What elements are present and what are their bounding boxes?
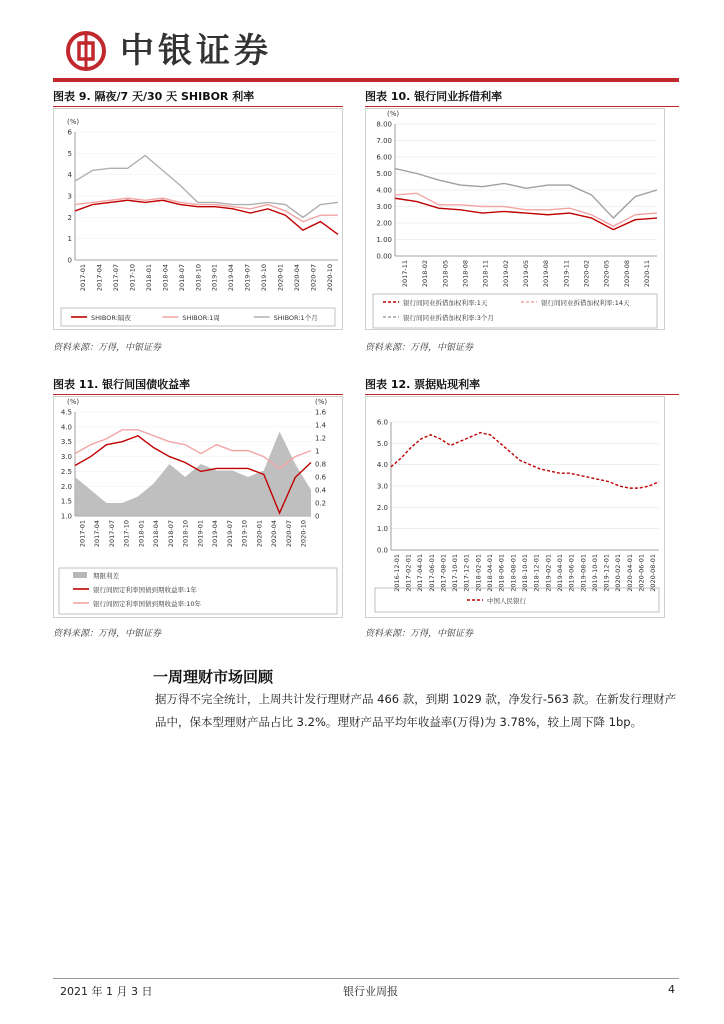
legend-label-0: SHIBOR:隔夜 xyxy=(91,314,131,322)
y-tick-label: 1.5 xyxy=(60,497,72,506)
y-tick-label: 3.5 xyxy=(60,438,72,447)
y-tick-label: 4.0 xyxy=(376,461,388,470)
y-tick-label: 4.00 xyxy=(376,186,392,195)
figure-10-title: 图表 10. 银行同业拆借利率 xyxy=(365,90,503,103)
x-tick-label: 2019-11 xyxy=(562,260,571,288)
figure-12-chart xyxy=(365,396,665,618)
chart-frame xyxy=(366,109,665,330)
body-line-2: 品中，保本型理财产品占比 3.2%。理财产品平均年收益率(万得)为 3.78%，较上周下降 1bp。 xyxy=(155,715,643,729)
x-tick-label: 2018-10 xyxy=(181,520,190,548)
x-tick-label: 2018-02 xyxy=(421,260,430,288)
x-tick-label: 2017-10-01 xyxy=(451,554,460,592)
brand-name: 中银证券 xyxy=(120,31,272,71)
x-tick-label: 2018-07 xyxy=(177,264,186,292)
y-tick-label: 0.0 xyxy=(376,546,388,555)
x-tick-label: 2020-02-01 xyxy=(614,554,623,592)
x-tick-label: 2019-01 xyxy=(210,264,219,292)
x-tick-label: 2018-02-01 xyxy=(474,554,483,592)
y2-tick-label: 0 xyxy=(315,512,320,521)
figure-12-source: 资料来源：万得，中银证券 xyxy=(365,629,474,639)
x-tick-label: 2020-04-01 xyxy=(625,554,634,592)
x-tick-label: 2017-11 xyxy=(401,260,410,288)
figure-9-chart xyxy=(53,108,343,330)
figure-11-rule xyxy=(53,394,343,395)
x-tick-label: 2019-10 xyxy=(260,264,269,292)
y-tick-label: 1.0 xyxy=(376,525,388,534)
x-tick-label: 2019-10-01 xyxy=(590,554,599,592)
y2-tick-label: 1.6 xyxy=(315,408,327,417)
x-tick-label: 2020-11 xyxy=(642,260,651,288)
x-tick-label: 2019-12-01 xyxy=(602,554,611,592)
y2-tick-label: 0.4 xyxy=(315,486,327,495)
x-tick-label: 2017-04 xyxy=(93,520,102,548)
y-tick-label: 1.00 xyxy=(376,236,392,244)
x-tick-label: 2018-04-01 xyxy=(486,554,495,592)
y-tick-label: 7.00 xyxy=(376,137,392,145)
y-tick-label: 4.5 xyxy=(60,408,72,417)
x-tick-label: 2019-04-01 xyxy=(555,554,564,592)
x-tick-label: 2019-07 xyxy=(225,520,234,548)
footer-date: 2021 年 1 月 3 日 xyxy=(60,985,153,998)
y-tick-label: 0 xyxy=(67,256,72,265)
x-tick-label: 2018-01 xyxy=(144,264,153,292)
y-tick-label: 1 xyxy=(67,235,72,244)
x-tick-label: 2020-02 xyxy=(582,260,591,288)
x-tick-label: 2018-08 xyxy=(461,260,470,288)
legend-label-1: 银行间固定利率国债到期收益率:1年 xyxy=(93,586,197,594)
y-tick-label: 1.0 xyxy=(60,512,72,521)
y-tick-label: 6.0 xyxy=(376,418,388,427)
y-tick-label: 4.0 xyxy=(60,423,72,432)
x-tick-label: 2017-07 xyxy=(107,520,116,548)
footer-page-number: 4 xyxy=(668,983,675,996)
figure-11-chart xyxy=(53,396,343,618)
x-tick-label: 2018-04 xyxy=(152,520,161,548)
y-tick-label: 2 xyxy=(67,213,72,222)
figure-10-chart xyxy=(365,108,665,330)
x-tick-label: 2017-10 xyxy=(128,264,137,292)
y-tick-label: 5 xyxy=(67,149,72,158)
y-tick-label: 3 xyxy=(67,192,72,201)
legend-swatch-0 xyxy=(73,572,87,578)
series-line-1 xyxy=(395,193,657,226)
x-tick-label: 2019-02 xyxy=(501,260,510,288)
y2-tick-label: 0.6 xyxy=(315,473,327,482)
x-tick-label: 2020-10 xyxy=(325,264,334,292)
y-tick-label: 3.0 xyxy=(376,482,388,491)
figure-12-title: 图表 12. 票据贴现利率 xyxy=(365,378,481,391)
legend-label-1: 银行间同业拆借加权利率:14天 xyxy=(541,299,630,307)
y-tick-label: 2.0 xyxy=(376,503,388,512)
x-tick-label: 2020-07 xyxy=(284,520,293,548)
x-tick-label: 2019-02-01 xyxy=(544,554,553,592)
figure-10-source: 资料来源：万得，中银证券 xyxy=(365,343,474,353)
legend-label-0: 银行间同业拆借加权利率:1天 xyxy=(403,299,488,307)
x-tick-label: 2019-07 xyxy=(243,264,252,292)
x-tick-label: 2017-02-01 xyxy=(404,554,413,592)
x-tick-label: 2018-10 xyxy=(194,264,203,292)
x-tick-label: 2017-01 xyxy=(79,264,88,292)
y-tick-label: 6.00 xyxy=(376,153,392,162)
x-tick-label: 2020-01 xyxy=(255,520,264,548)
y2-tick-label: 1 xyxy=(315,447,320,456)
y-tick-label: 5.0 xyxy=(376,439,388,448)
x-tick-label: 2018-01 xyxy=(137,520,146,548)
x-tick-label: 2019-01 xyxy=(196,520,205,548)
y-axis-unit: (%) xyxy=(67,118,80,126)
x-tick-label: 2019-04 xyxy=(227,264,236,292)
x-tick-label: 2019-08 xyxy=(542,260,551,288)
y-tick-label: 5.00 xyxy=(376,170,392,178)
series-line-2 xyxy=(75,155,338,217)
y2-tick-label: 1.4 xyxy=(315,421,327,430)
legend-label-0: 中国人民银行 xyxy=(487,597,526,605)
legend-label-0: 期限利差 xyxy=(93,572,119,580)
x-tick-label: 2019-06-01 xyxy=(567,554,576,592)
footer-divider xyxy=(53,978,679,979)
footer-report-name: 银行业周报 xyxy=(343,985,398,998)
y-tick-label: 8.00 xyxy=(376,120,392,129)
figure-9-source: 资料来源：万得，中银证券 xyxy=(53,343,162,353)
section-body xyxy=(155,688,695,734)
x-tick-label: 2020-07 xyxy=(309,264,318,292)
x-tick-label: 2020-01 xyxy=(276,264,285,292)
legend-label-2: 银行间同业拆借加权利率:3个月 xyxy=(403,314,494,322)
x-tick-label: 2017-07 xyxy=(112,264,121,292)
x-tick-label: 2018-04 xyxy=(161,264,170,292)
y-tick-label: 3.0 xyxy=(60,453,72,462)
figure-11-source: 资料来源：万得，中银证券 xyxy=(53,629,162,639)
x-tick-label: 2018-08-01 xyxy=(509,554,518,592)
y-tick-label: 2.00 xyxy=(376,219,392,228)
x-tick-label: 2020-08-01 xyxy=(649,554,658,592)
x-tick-label: 2019-10 xyxy=(240,520,249,548)
bank-logo-icon xyxy=(66,31,106,71)
y2-axis-unit: (%) xyxy=(315,398,328,406)
x-tick-label: 2017-01 xyxy=(78,520,87,548)
x-tick-label: 2020-04 xyxy=(270,520,279,548)
x-tick-label: 2016-12-01 xyxy=(392,554,401,592)
y-axis-unit: (%) xyxy=(67,398,80,406)
legend-label-1: SHIBOR:1周 xyxy=(182,314,220,322)
figure-9-rule xyxy=(53,106,343,107)
x-tick-label: 2018-11 xyxy=(481,260,490,288)
series-line-2 xyxy=(395,169,657,219)
x-tick-label: 2019-04 xyxy=(211,520,220,548)
x-tick-label: 2017-08-01 xyxy=(439,554,448,592)
y2-tick-label: 0.8 xyxy=(315,460,327,469)
x-tick-label: 2017-04-01 xyxy=(416,554,425,592)
y-tick-label: 2.5 xyxy=(60,467,72,476)
legend-label-2: 银行间固定利率国债到期收益率:10年 xyxy=(93,600,201,608)
x-tick-label: 2020-05 xyxy=(602,260,611,288)
y-tick-label: 2.0 xyxy=(60,482,72,491)
x-tick-label: 2018-12-01 xyxy=(532,554,541,592)
y-tick-label: 4 xyxy=(67,171,72,180)
x-tick-label: 2020-06-01 xyxy=(637,554,646,592)
x-tick-label: 2020-10 xyxy=(299,520,308,548)
y-axis-unit: (%) xyxy=(387,110,400,118)
x-tick-label: 2019-08-01 xyxy=(579,554,588,592)
x-tick-label: 2017-04 xyxy=(95,264,104,292)
x-tick-label: 2018-07 xyxy=(166,520,175,548)
y2-tick-label: 0.2 xyxy=(315,499,327,508)
x-tick-label: 2020-04 xyxy=(292,264,301,292)
x-tick-label: 2017-10 xyxy=(122,520,131,548)
figure-12-rule xyxy=(365,394,679,395)
x-tick-label: 2017-12-01 xyxy=(462,554,471,592)
x-tick-label: 2018-10-01 xyxy=(521,554,529,592)
y-tick-label: 3.00 xyxy=(376,203,392,211)
x-tick-label: 2020-08 xyxy=(622,260,631,288)
figure-11-title: 图表 11. 银行间国债收益率 xyxy=(53,378,191,391)
x-tick-label: 2017-06-01 xyxy=(427,554,436,592)
header-divider xyxy=(53,78,679,82)
legend-label-2: SHIBOR:1个月 xyxy=(273,314,318,322)
y2-tick-label: 1.2 xyxy=(315,434,327,443)
figure-10-rule xyxy=(365,106,679,107)
figure-9-title: 图表 9. 隔夜/7 天/30 天 SHIBOR 利率 xyxy=(53,90,255,103)
body-line-1: 据万得不完全统计，上周共计发行理财产品 466 款，到期 1029 款，净发行-563 款。在新发行理财产 xyxy=(155,692,677,706)
x-tick-label: 2018-05 xyxy=(441,260,450,288)
y-tick-label: 6 xyxy=(67,128,72,137)
x-tick-label: 2019-05 xyxy=(522,260,530,288)
section-title: 一周理财市场回顾 xyxy=(153,668,274,686)
series-line-0 xyxy=(391,433,659,488)
x-tick-label: 2018-06-01 xyxy=(497,554,506,592)
y-tick-label: 0.00 xyxy=(376,252,392,261)
